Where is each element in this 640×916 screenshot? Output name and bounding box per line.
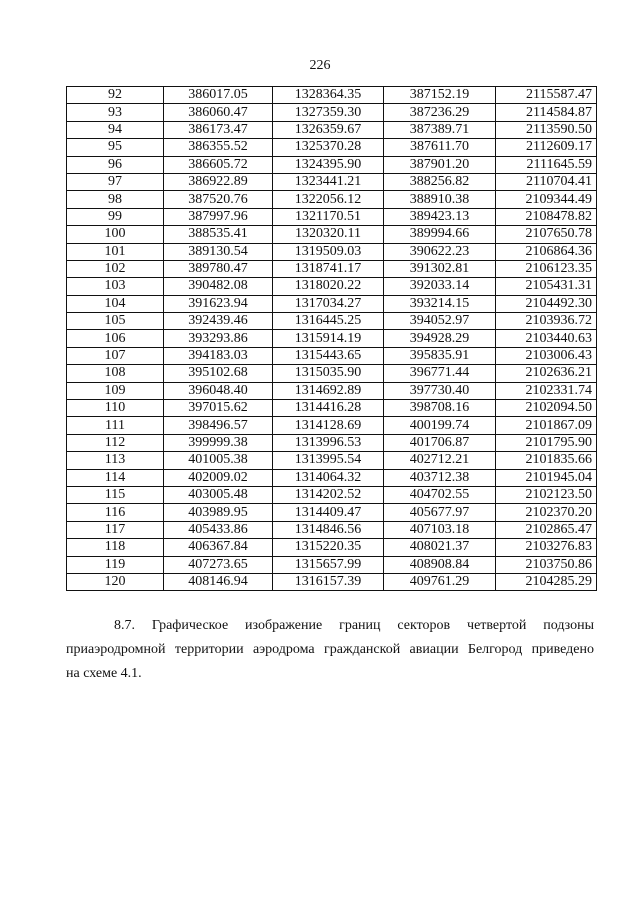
coordinate-cell: 391623.94 [164,295,273,312]
coordinate-cell: 1314064.32 [273,469,384,486]
point-number-cell: 108 [67,365,164,382]
coordinate-cell: 1315657.99 [273,556,384,573]
point-number-cell: 110 [67,400,164,417]
coordinate-cell: 404702.55 [384,486,496,503]
coordinate-cell: 2101945.04 [496,469,597,486]
table-row [67,434,597,451]
coordinates-table [66,86,597,591]
coordinate-cell: 388535.41 [164,226,273,243]
coordinate-cell: 1319509.03 [273,243,384,260]
point-number-cell: 93 [67,104,164,121]
coordinate-cell: 1322056.12 [273,191,384,208]
coordinate-cell: 2111645.59 [496,156,597,173]
coordinate-cell: 1314128.69 [273,417,384,434]
table-row [67,504,597,521]
table-row [67,278,597,295]
table-row [67,452,597,469]
coordinate-cell: 386060.47 [164,104,273,121]
coordinate-cell: 400199.74 [384,417,496,434]
point-number-cell: 117 [67,521,164,538]
point-number-cell: 96 [67,156,164,173]
coordinate-cell: 2101835.66 [496,452,597,469]
coordinate-cell: 393293.86 [164,330,273,347]
coordinate-cell: 1315914.19 [273,330,384,347]
table-row [67,400,597,417]
point-number-cell: 107 [67,347,164,364]
coordinate-cell: 2110704.41 [496,173,597,190]
coordinate-cell: 407103.18 [384,521,496,538]
coordinate-cell: 1324395.90 [273,156,384,173]
coordinate-cell: 1313996.53 [273,434,384,451]
coordinate-cell: 409761.29 [384,573,496,590]
coordinate-cell: 2115587.47 [496,87,597,104]
coordinate-cell: 401706.87 [384,434,496,451]
coordinate-cell: 1315220.35 [273,539,384,556]
point-number-cell: 104 [67,295,164,312]
table-row [67,173,597,190]
coordinate-cell: 389994.66 [384,226,496,243]
table-row [67,486,597,503]
coordinate-cell: 389130.54 [164,243,273,260]
table-row [67,365,597,382]
table-row [67,208,597,225]
coordinate-cell: 391302.81 [384,260,496,277]
coordinate-cell: 394183.03 [164,347,273,364]
coordinate-cell: 408146.94 [164,573,273,590]
coordinate-cell: 402009.02 [164,469,273,486]
coordinate-cell: 387236.29 [384,104,496,121]
coordinate-cell: 399999.38 [164,434,273,451]
coordinate-cell: 2103750.86 [496,556,597,573]
coordinate-cell: 397730.40 [384,382,496,399]
coordinate-cell: 394928.29 [384,330,496,347]
coordinate-cell: 1314846.56 [273,521,384,538]
coordinate-cell: 392033.14 [384,278,496,295]
coordinate-cell: 1315443.65 [273,347,384,364]
coordinate-cell: 1327359.30 [273,104,384,121]
coordinate-cell: 1314692.89 [273,382,384,399]
coordinate-cell: 2102865.47 [496,521,597,538]
coordinate-cell: 2102370.20 [496,504,597,521]
table-row [67,191,597,208]
coordinate-cell: 2102123.50 [496,486,597,503]
point-number-cell: 106 [67,330,164,347]
point-number-cell: 112 [67,434,164,451]
point-number-cell: 114 [67,469,164,486]
page-number: 226 [309,58,331,73]
coordinate-cell: 396771.44 [384,365,496,382]
table-row [67,243,597,260]
coordinate-cell: 2103440.63 [496,330,597,347]
table-row [67,469,597,486]
coordinate-cell: 386173.47 [164,121,273,138]
point-number-cell: 118 [67,539,164,556]
coordinate-cell: 2101867.09 [496,417,597,434]
point-number-cell: 119 [67,556,164,573]
coordinate-cell: 1318020.22 [273,278,384,295]
coordinate-cell: 1326359.67 [273,121,384,138]
coordinate-cell: 1320320.11 [273,226,384,243]
coordinate-cell: 408908.84 [384,556,496,573]
coordinate-cell: 2102636.21 [496,365,597,382]
coordinate-cell: 403712.38 [384,469,496,486]
coordinate-cell: 386017.05 [164,87,273,104]
coordinate-cell: 386605.72 [164,156,273,173]
table-row [67,156,597,173]
coordinate-cell: 408021.37 [384,539,496,556]
coordinate-cell: 395835.91 [384,347,496,364]
coordinate-cell: 1315035.90 [273,365,384,382]
coordinate-cell: 2101795.90 [496,434,597,451]
coordinate-cell: 389780.47 [164,260,273,277]
section-paragraph [66,614,594,686]
table-row [67,313,597,330]
coordinate-cell: 2107650.78 [496,226,597,243]
table-row [67,521,597,538]
table-row [67,382,597,399]
point-number-cell: 116 [67,504,164,521]
coordinate-cell: 403005.48 [164,486,273,503]
coordinate-cell: 396048.40 [164,382,273,399]
coordinate-cell: 1317034.27 [273,295,384,312]
coordinate-cell: 387389.71 [384,121,496,138]
table-row [67,121,597,138]
coordinate-cell: 2112609.17 [496,139,597,156]
point-number-cell: 115 [67,486,164,503]
point-number-cell: 101 [67,243,164,260]
paragraph-line: 8.7. Графическое изображение границ секторов четвертой подзоны [114,618,594,633]
coordinate-cell: 1313995.54 [273,452,384,469]
coordinate-cell: 386355.52 [164,139,273,156]
coordinate-cell: 2105431.31 [496,278,597,295]
coordinate-cell: 388910.38 [384,191,496,208]
coordinate-cell: 405433.86 [164,521,273,538]
coordinate-cell: 390482.08 [164,278,273,295]
coordinate-cell: 1314416.28 [273,400,384,417]
coordinate-cell: 1323441.21 [273,173,384,190]
table-row [67,226,597,243]
coordinate-cell: 2104492.30 [496,295,597,312]
table-row [67,347,597,364]
point-number-cell: 94 [67,121,164,138]
coordinate-cell: 2104285.29 [496,573,597,590]
point-number-cell: 95 [67,139,164,156]
coordinate-cell: 397015.62 [164,400,273,417]
coordinate-cell: 1316157.39 [273,573,384,590]
coordinate-cell: 2102094.50 [496,400,597,417]
coordinate-cell: 406367.84 [164,539,273,556]
coordinate-cell: 402712.21 [384,452,496,469]
coordinate-cell: 388256.82 [384,173,496,190]
coordinates-table-body [67,87,597,591]
point-number-cell: 105 [67,313,164,330]
coordinate-cell: 1318741.17 [273,260,384,277]
coordinate-cell: 2106864.36 [496,243,597,260]
table-row [67,539,597,556]
table-row [67,330,597,347]
paragraph-line: приаэродромной территории аэродрома гражданской авиации Белгород приведено [66,642,594,657]
coordinate-cell: 2103276.83 [496,539,597,556]
coordinate-cell: 398496.57 [164,417,273,434]
table-row [67,573,597,590]
table-row [67,295,597,312]
coordinate-cell: 387997.96 [164,208,273,225]
table-row [67,104,597,121]
coordinate-cell: 2103006.43 [496,347,597,364]
coordinate-cell: 389423.13 [384,208,496,225]
coordinate-cell: 2106123.35 [496,260,597,277]
point-number-cell: 113 [67,452,164,469]
coordinate-cell: 1328364.35 [273,87,384,104]
coordinate-cell: 1314202.52 [273,486,384,503]
table-row [67,417,597,434]
coordinate-cell: 1321170.51 [273,208,384,225]
point-number-cell: 120 [67,573,164,590]
coordinate-cell: 407273.65 [164,556,273,573]
coordinate-cell: 394052.97 [384,313,496,330]
coordinate-cell: 392439.46 [164,313,273,330]
coordinate-cell: 387520.76 [164,191,273,208]
coordinate-cell: 1314409.47 [273,504,384,521]
coordinate-cell: 2113590.50 [496,121,597,138]
point-number-cell: 102 [67,260,164,277]
coordinate-cell: 395102.68 [164,365,273,382]
coordinate-cell: 401005.38 [164,452,273,469]
point-number-cell: 99 [67,208,164,225]
point-number-cell: 98 [67,191,164,208]
coordinate-cell: 2109344.49 [496,191,597,208]
coordinate-cell: 2108478.82 [496,208,597,225]
table-row [67,139,597,156]
coordinate-cell: 1316445.25 [273,313,384,330]
point-number-cell: 97 [67,173,164,190]
coordinate-cell: 398708.16 [384,400,496,417]
point-number-cell: 100 [67,226,164,243]
coordinate-cell: 387611.70 [384,139,496,156]
coordinate-cell: 387152.19 [384,87,496,104]
table-row [67,260,597,277]
paragraph-line: на схеме 4.1. [66,666,142,681]
table-row [67,556,597,573]
point-number-cell: 111 [67,417,164,434]
coordinate-cell: 405677.97 [384,504,496,521]
coordinate-cell: 2103936.72 [496,313,597,330]
coordinate-cell: 403989.95 [164,504,273,521]
table-row [67,87,597,104]
coordinate-cell: 390622.23 [384,243,496,260]
coordinate-cell: 393214.15 [384,295,496,312]
coordinate-cell: 386922.89 [164,173,273,190]
coordinate-cell: 2114584.87 [496,104,597,121]
coordinate-cell: 2102331.74 [496,382,597,399]
point-number-cell: 103 [67,278,164,295]
point-number-cell: 109 [67,382,164,399]
point-number-cell: 92 [67,87,164,104]
coordinate-cell: 1325370.28 [273,139,384,156]
coordinate-cell: 387901.20 [384,156,496,173]
